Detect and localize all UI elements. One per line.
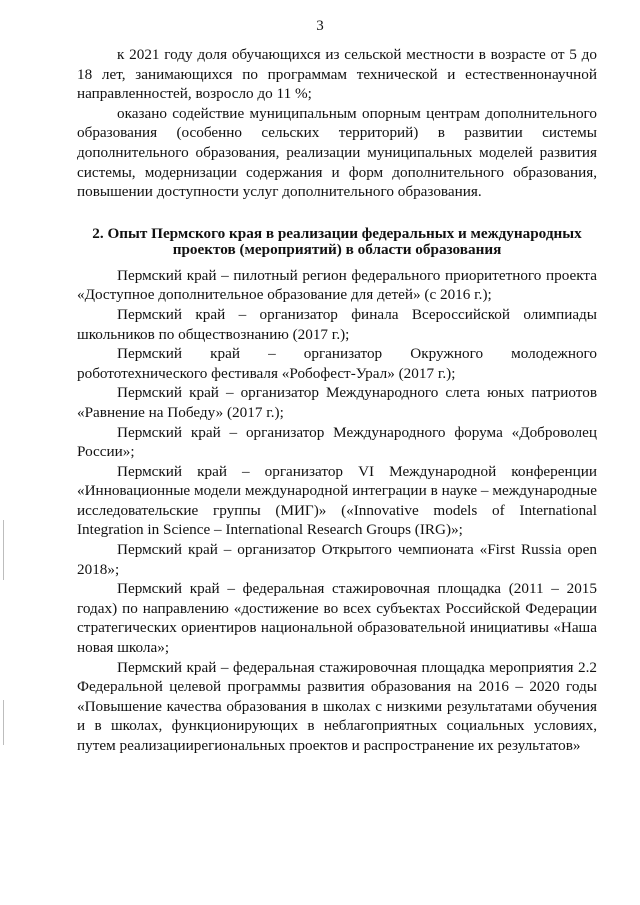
document-body — [77, 45, 597, 756]
intro-paragraph: оказано содействие муниципальным опорным центрам дополнительного образования (особенно сельских территорий) в развитии системы дополнительного образования, реализации муниципальных моделей развития системы, модернизации содержания и форм дополнительного образования, повышении доступности услуг дополнительного образования. — [77, 104, 597, 201]
section-body — [77, 266, 597, 756]
section-paragraph: Пермский край – пилотный регион федерального приоритетного проекта «Доступное дополнительное образование для детей» (с 2016 г.); — [77, 266, 597, 304]
section-paragraph: Пермский край – организатор Окружного молодежного робототехнического фестиваля «Робофест-Урал» (2017 г.); — [77, 345, 597, 382]
section-heading-line: проектов (мероприятий) в области образования — [172, 240, 502, 258]
section-paragraph: Пермский край – организатор финала Всероссийской олимпиады школьников по обществознанию (2017 г.); — [77, 305, 597, 343]
section-paragraph: Пермский край – организатор Международного форума «Доброволец России»; — [77, 423, 597, 461]
section-paragraph: Пермский край – федеральная стажировочная площадка мероприятия 2.2 Федеральной целевой программы развития образования на 2016 – 2020 годы «Повышение качества образования в школах с низкими результатами обучения и в школах, функционирующих в неблагоприятных социальных условиях, путем реализациирегиональных проектов и распространение их результатов» — [77, 658, 597, 754]
page-number: 3 — [316, 18, 324, 34]
scan-edge-mark — [3, 520, 4, 580]
section-paragraph: Пермский край – федеральная стажировочная площадка (2011 – 2015 годах) по направлению «достижение во всех субъектах Российской Федерации стратегических ориентиров национальной образовательной инициативы «Наша новая школа»; — [77, 580, 597, 657]
intro-paragraph: к 2021 году доля обучающихся из сельской местности в возрасте от 5 до 18 лет, занимающихся по программам технической и естественнонаучной направленностей, возросло до 11 %; — [77, 46, 597, 103]
section-paragraph: Пермский край – организатор Международного слета юных патриотов «Равнение на Победу» (2017 г.); — [77, 384, 597, 421]
section-heading — [77, 226, 597, 258]
section-heading-line: 2. Опыт Пермского края в реализации федеральных и международных — [92, 224, 582, 242]
section-paragraph: Пермский край – организатор VI Международной конференции «Инновационные модели международной интеграции в науке – международные исследовательские группы (МИГ)» («Innovative models of International Integration in Science – International Research Groups (IRG)»; — [77, 462, 597, 539]
section-paragraph: Пермский край – организатор Открытого чемпионата «First Russia open 2018»; — [77, 541, 597, 578]
scan-edge-mark — [3, 700, 4, 745]
